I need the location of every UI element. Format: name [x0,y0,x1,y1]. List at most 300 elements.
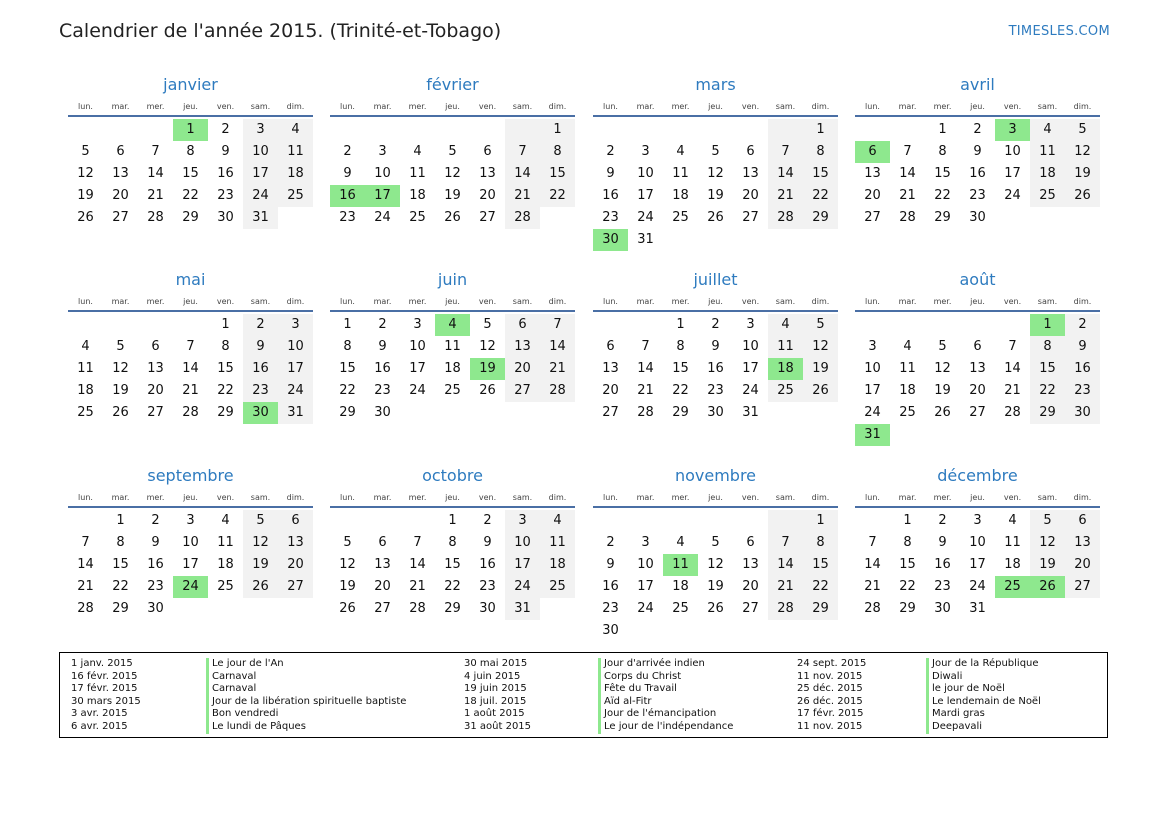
day-cell[interactable]: 2 [938,513,947,528]
day-cell[interactable]: 14 [637,361,654,376]
day-cell[interactable]: 23 [602,601,619,616]
day-cell[interactable]: 14 [182,361,199,376]
day-cell[interactable]: 21 [182,383,199,398]
day-cell[interactable]: 25 [540,576,575,598]
day-cell[interactable]: 8 [540,141,575,163]
day-cell[interactable]: 14 [409,557,426,572]
day-cell[interactable]: 12 [707,166,724,181]
day-cell[interactable]: 24 [637,601,654,616]
day-cell[interactable]: 29 [112,601,129,616]
day-cell[interactable]: 1 [116,513,125,528]
day-cell[interactable]: 25 [444,383,461,398]
day-cell[interactable]: 8 [343,339,352,354]
day-cell[interactable]: 11 [672,166,689,181]
day-cell[interactable]: 22 [217,383,234,398]
day-cell[interactable]: 24 [505,576,540,598]
day-cell[interactable]: 5 [343,535,352,550]
day-cell[interactable]: 15 [217,361,234,376]
day-cell[interactable]: 17 [182,557,199,572]
day-cell[interactable]: 18 [540,554,575,576]
day-cell[interactable]: 20 [278,554,313,576]
day-cell[interactable]: 14 [864,557,881,572]
day-cell[interactable]: 17 [243,163,278,185]
day-cell[interactable]: 8 [116,535,125,550]
day-cell[interactable]: 9 [378,339,387,354]
day-cell[interactable]: 4 [278,119,313,141]
day-cell[interactable]: 14 [77,557,94,572]
day-cell[interactable]: 16 [934,557,951,572]
day-cell[interactable]: 27 [147,405,164,420]
day-cell[interactable]: 28 [182,405,199,420]
day-cell[interactable]: 21 [768,576,803,598]
day-cell[interactable]: 3 [868,339,877,354]
day-cell[interactable]: 8 [803,532,838,554]
day-cell[interactable]: 26 [707,210,724,225]
day-cell[interactable]: 25 [768,380,803,402]
day-cell[interactable]: 18 [278,163,313,185]
day-cell[interactable]: 6 [483,144,492,159]
day-cell[interactable]: 20 [602,383,619,398]
day-cell[interactable]: 14 [505,163,540,185]
day-cell[interactable]: 31 [278,402,313,424]
day-cell[interactable]: 22 [899,579,916,594]
day-cell[interactable]: 12 [707,557,724,572]
day-cell[interactable]: 23 [934,579,951,594]
day-cell[interactable]: 9 [973,144,982,159]
day-cell[interactable]: 2 [378,317,387,332]
day-cell[interactable]: 28 [768,207,803,229]
day-cell[interactable]: 29 [444,601,461,616]
day-cell[interactable]: 23 [217,188,234,203]
day-cell[interactable]: 7 [540,314,575,336]
day-cell[interactable]: 1 [903,513,912,528]
day-cell[interactable]: 20 [479,188,496,203]
day-cell[interactable]: 31 [969,601,986,616]
day-cell[interactable]: 1 [221,317,230,332]
day-cell[interactable]: 30 [243,402,278,424]
day-cell[interactable]: 24 [243,185,278,207]
day-cell[interactable]: 1 [343,317,352,332]
day-cell[interactable]: 2 [606,535,615,550]
day-cell[interactable]: 10 [637,166,654,181]
day-cell[interactable]: 23 [602,210,619,225]
day-cell[interactable]: 1 [540,119,575,141]
day-cell[interactable]: 16 [1065,358,1100,380]
day-cell[interactable]: 23 [1065,380,1100,402]
day-cell[interactable]: 7 [505,141,540,163]
day-cell[interactable]: 27 [864,210,881,225]
day-cell[interactable]: 21 [77,579,94,594]
day-cell[interactable]: 16 [602,188,619,203]
day-cell[interactable]: 9 [243,336,278,358]
day-cell[interactable]: 14 [768,554,803,576]
day-cell[interactable]: 19 [339,579,356,594]
day-cell[interactable]: 27 [742,210,759,225]
day-cell[interactable]: 4 [903,339,912,354]
day-cell[interactable]: 5 [711,144,720,159]
day-cell[interactable]: 25 [409,210,426,225]
day-cell[interactable]: 10 [969,535,986,550]
day-cell[interactable]: 23 [707,383,724,398]
day-cell[interactable]: 5 [448,144,457,159]
day-cell[interactable]: 30 [147,601,164,616]
day-cell[interactable]: 30 [1065,402,1100,424]
day-cell[interactable]: 27 [1065,576,1100,598]
day-cell[interactable]: 11 [899,361,916,376]
day-cell[interactable]: 25 [899,405,916,420]
day-cell[interactable]: 26 [112,405,129,420]
day-cell[interactable]: 16 [969,166,986,181]
day-cell[interactable]: 7 [151,144,160,159]
day-cell[interactable]: 18 [77,383,94,398]
day-cell[interactable]: 7 [413,535,422,550]
day-cell[interactable]: 25 [672,601,689,616]
day-cell[interactable]: 24 [969,579,986,594]
day-cell[interactable]: 23 [147,579,164,594]
day-cell[interactable]: 6 [606,339,615,354]
day-cell[interactable]: 26 [1065,185,1100,207]
day-cell[interactable]: 14 [1004,361,1021,376]
day-cell[interactable]: 5 [711,535,720,550]
day-cell[interactable]: 28 [147,210,164,225]
day-cell[interactable]: 2 [343,144,352,159]
day-cell[interactable]: 3 [995,119,1030,141]
day-cell[interactable]: 31 [742,405,759,420]
day-cell[interactable]: 22 [803,576,838,598]
day-cell[interactable]: 30 [479,601,496,616]
day-cell[interactable]: 16 [374,361,391,376]
day-cell[interactable]: 21 [864,579,881,594]
day-cell[interactable]: 8 [903,535,912,550]
day-cell[interactable]: 6 [116,144,125,159]
day-cell[interactable]: 28 [1004,405,1021,420]
day-cell[interactable]: 29 [672,405,689,420]
day-cell[interactable]: 20 [864,188,881,203]
day-cell[interactable]: 13 [742,557,759,572]
day-cell[interactable]: 19 [112,383,129,398]
day-cell[interactable]: 13 [742,166,759,181]
day-cell[interactable]: 3 [186,513,195,528]
day-cell[interactable]: 1 [803,119,838,141]
day-cell[interactable]: 15 [672,361,689,376]
day-cell[interactable]: 1 [1030,314,1065,336]
day-cell[interactable]: 27 [112,210,129,225]
day-cell[interactable]: 13 [1065,532,1100,554]
day-cell[interactable]: 4 [676,144,685,159]
day-cell[interactable]: 15 [1030,358,1065,380]
day-cell[interactable]: 7 [868,535,877,550]
day-cell[interactable]: 19 [77,188,94,203]
day-cell[interactable]: 28 [637,405,654,420]
day-cell[interactable]: 2 [221,122,230,137]
day-cell[interactable]: 19 [444,188,461,203]
day-cell[interactable]: 6 [973,339,982,354]
day-cell[interactable]: 20 [969,383,986,398]
day-cell[interactable]: 1 [676,317,685,332]
day-cell[interactable]: 3 [746,317,755,332]
day-cell[interactable]: 22 [444,579,461,594]
day-cell[interactable]: 17 [505,554,540,576]
day-cell[interactable]: 12 [112,361,129,376]
day-cell[interactable]: 17 [637,579,654,594]
day-cell[interactable]: 18 [1004,557,1021,572]
day-cell[interactable]: 5 [483,317,492,332]
day-cell[interactable]: 18 [1030,163,1065,185]
day-cell[interactable]: 18 [672,579,689,594]
day-cell[interactable]: 21 [637,383,654,398]
day-cell[interactable]: 18 [672,188,689,203]
day-cell[interactable]: 12 [803,336,838,358]
day-cell[interactable]: 3 [413,317,422,332]
day-cell[interactable]: 5 [1065,119,1100,141]
day-cell[interactable]: 3 [641,144,650,159]
day-cell[interactable]: 31 [505,598,540,620]
day-cell[interactable]: 10 [182,535,199,550]
day-cell[interactable]: 13 [864,166,881,181]
day-cell[interactable]: 30 [934,601,951,616]
day-cell[interactable]: 29 [1030,402,1065,424]
day-cell[interactable]: 22 [672,383,689,398]
day-cell[interactable]: 5 [81,144,90,159]
day-cell[interactable]: 14 [540,336,575,358]
day-cell[interactable]: 10 [374,166,391,181]
day-cell[interactable]: 26 [803,380,838,402]
day-cell[interactable]: 8 [803,141,838,163]
day-cell[interactable]: 8 [448,535,457,550]
day-cell[interactable]: 2 [606,144,615,159]
day-cell[interactable]: 29 [182,210,199,225]
day-cell[interactable]: 3 [973,513,982,528]
day-cell[interactable]: 28 [409,601,426,616]
day-cell[interactable]: 27 [505,380,540,402]
day-cell[interactable]: 29 [934,210,951,225]
day-cell[interactable]: 10 [864,361,881,376]
day-cell[interactable]: 29 [803,207,838,229]
day-cell[interactable]: 4 [676,535,685,550]
day-cell[interactable]: 21 [409,579,426,594]
day-cell[interactable]: 7 [1008,339,1017,354]
day-cell[interactable]: 17 [278,358,313,380]
day-cell[interactable]: 11 [1004,535,1021,550]
day-cell[interactable]: 7 [641,339,650,354]
day-cell[interactable]: 30 [969,210,986,225]
day-cell[interactable]: 19 [243,554,278,576]
day-cell[interactable]: 28 [899,210,916,225]
day-cell[interactable]: 16 [707,361,724,376]
day-cell[interactable]: 23 [374,383,391,398]
day-cell[interactable]: 22 [112,579,129,594]
day-cell[interactable]: 15 [339,361,356,376]
day-cell[interactable]: 14 [899,166,916,181]
day-cell[interactable]: 12 [77,166,94,181]
day-cell[interactable]: 15 [182,166,199,181]
brand-logo[interactable]: TIMESLES.COM [1008,24,1110,39]
day-cell[interactable]: 31 [855,424,890,446]
day-cell[interactable]: 26 [707,601,724,616]
day-cell[interactable]: 19 [1030,554,1065,576]
day-cell[interactable]: 27 [374,601,391,616]
day-cell[interactable]: 4 [1030,119,1065,141]
day-cell[interactable]: 1 [173,119,208,141]
day-cell[interactable]: 25 [217,579,234,594]
day-cell[interactable]: 26 [77,210,94,225]
day-cell[interactable]: 4 [81,339,90,354]
day-cell[interactable]: 20 [505,358,540,380]
day-cell[interactable]: 24 [742,383,759,398]
day-cell[interactable]: 15 [934,166,951,181]
day-cell[interactable]: 13 [479,166,496,181]
day-cell[interactable]: 17 [864,383,881,398]
day-cell[interactable]: 21 [505,185,540,207]
day-cell[interactable]: 27 [602,405,619,420]
day-cell[interactable]: 2 [973,122,982,137]
day-cell[interactable]: 12 [934,361,951,376]
day-cell[interactable]: 21 [899,188,916,203]
day-cell[interactable]: 7 [903,144,912,159]
day-cell[interactable]: 10 [243,141,278,163]
day-cell[interactable]: 16 [602,579,619,594]
day-cell[interactable]: 4 [435,314,470,336]
day-cell[interactable]: 1 [803,510,838,532]
day-cell[interactable]: 27 [278,576,313,598]
day-cell[interactable]: 15 [803,554,838,576]
day-cell[interactable]: 6 [278,510,313,532]
day-cell[interactable]: 18 [444,361,461,376]
day-cell[interactable]: 10 [505,532,540,554]
day-cell[interactable]: 24 [374,210,391,225]
day-cell[interactable]: 9 [606,166,615,181]
day-cell[interactable]: 24 [409,383,426,398]
day-cell[interactable]: 10 [1004,144,1021,159]
day-cell[interactable]: 8 [676,339,685,354]
day-cell[interactable]: 10 [409,339,426,354]
day-cell[interactable]: 1 [448,513,457,528]
day-cell[interactable]: 2 [1065,314,1100,336]
day-cell[interactable]: 25 [77,405,94,420]
day-cell[interactable]: 24 [1004,188,1021,203]
day-cell[interactable]: 22 [540,185,575,207]
day-cell[interactable]: 16 [243,358,278,380]
day-cell[interactable]: 8 [186,144,195,159]
day-cell[interactable]: 25 [278,185,313,207]
day-cell[interactable]: 25 [1030,185,1065,207]
day-cell[interactable]: 24 [864,405,881,420]
day-cell[interactable]: 30 [217,210,234,225]
day-cell[interactable]: 2 [711,317,720,332]
day-cell[interactable]: 12 [339,557,356,572]
day-cell[interactable]: 15 [540,163,575,185]
day-cell[interactable]: 10 [637,557,654,572]
day-cell[interactable]: 3 [278,314,313,336]
day-cell[interactable]: 30 [602,623,619,638]
day-cell[interactable]: 29 [899,601,916,616]
day-cell[interactable]: 5 [803,314,838,336]
day-cell[interactable]: 11 [217,535,234,550]
day-cell[interactable]: 5 [1030,510,1065,532]
day-cell[interactable]: 21 [768,185,803,207]
day-cell[interactable]: 9 [1065,336,1100,358]
day-cell[interactable]: 21 [147,188,164,203]
day-cell[interactable]: 24 [173,576,208,598]
day-cell[interactable]: 13 [278,532,313,554]
day-cell[interactable]: 3 [378,144,387,159]
day-cell[interactable]: 5 [938,339,947,354]
day-cell[interactable]: 13 [374,557,391,572]
day-cell[interactable]: 4 [413,144,422,159]
day-cell[interactable]: 22 [182,188,199,203]
day-cell[interactable]: 23 [339,210,356,225]
day-cell[interactable]: 12 [479,339,496,354]
day-cell[interactable]: 16 [330,185,365,207]
day-cell[interactable]: 29 [339,405,356,420]
day-cell[interactable]: 9 [938,535,947,550]
day-cell[interactable]: 13 [969,361,986,376]
day-cell[interactable]: 6 [378,535,387,550]
day-cell[interactable]: 30 [707,405,724,420]
day-cell[interactable]: 4 [1008,513,1017,528]
day-cell[interactable]: 30 [593,229,628,251]
day-cell[interactable]: 27 [742,601,759,616]
day-cell[interactable]: 17 [365,185,400,207]
day-cell[interactable]: 29 [217,405,234,420]
day-cell[interactable]: 9 [606,557,615,572]
day-cell[interactable]: 20 [1065,554,1100,576]
day-cell[interactable]: 11 [1030,141,1065,163]
day-cell[interactable]: 29 [803,598,838,620]
day-cell[interactable]: 21 [1004,383,1021,398]
day-cell[interactable]: 9 [343,166,352,181]
day-cell[interactable]: 11 [540,532,575,554]
day-cell[interactable]: 14 [768,163,803,185]
day-cell[interactable]: 19 [707,579,724,594]
day-cell[interactable]: 9 [151,535,160,550]
day-cell[interactable]: 8 [938,144,947,159]
day-cell[interactable]: 28 [540,380,575,402]
day-cell[interactable]: 11 [444,339,461,354]
day-cell[interactable]: 8 [221,339,230,354]
day-cell[interactable]: 12 [444,166,461,181]
day-cell[interactable]: 26 [1030,576,1065,598]
day-cell[interactable]: 25 [672,210,689,225]
day-cell[interactable]: 2 [151,513,160,528]
day-cell[interactable]: 28 [864,601,881,616]
day-cell[interactable]: 13 [147,361,164,376]
day-cell[interactable]: 26 [339,601,356,616]
day-cell[interactable]: 6 [1065,510,1100,532]
day-cell[interactable]: 10 [278,336,313,358]
day-cell[interactable]: 6 [746,535,755,550]
day-cell[interactable]: 26 [444,210,461,225]
day-cell[interactable]: 30 [374,405,391,420]
day-cell[interactable]: 18 [899,383,916,398]
day-cell[interactable]: 15 [803,163,838,185]
day-cell[interactable]: 15 [444,557,461,572]
day-cell[interactable]: 19 [1065,163,1100,185]
day-cell[interactable]: 6 [855,141,890,163]
day-cell[interactable]: 27 [969,405,986,420]
day-cell[interactable]: 7 [768,141,803,163]
day-cell[interactable]: 3 [243,119,278,141]
day-cell[interactable]: 9 [221,144,230,159]
day-cell[interactable]: 11 [768,336,803,358]
day-cell[interactable]: 12 [1030,532,1065,554]
day-cell[interactable]: 28 [768,598,803,620]
day-cell[interactable]: 17 [742,361,759,376]
day-cell[interactable]: 19 [934,383,951,398]
day-cell[interactable]: 17 [409,361,426,376]
day-cell[interactable]: 9 [483,535,492,550]
day-cell[interactable]: 19 [707,188,724,203]
